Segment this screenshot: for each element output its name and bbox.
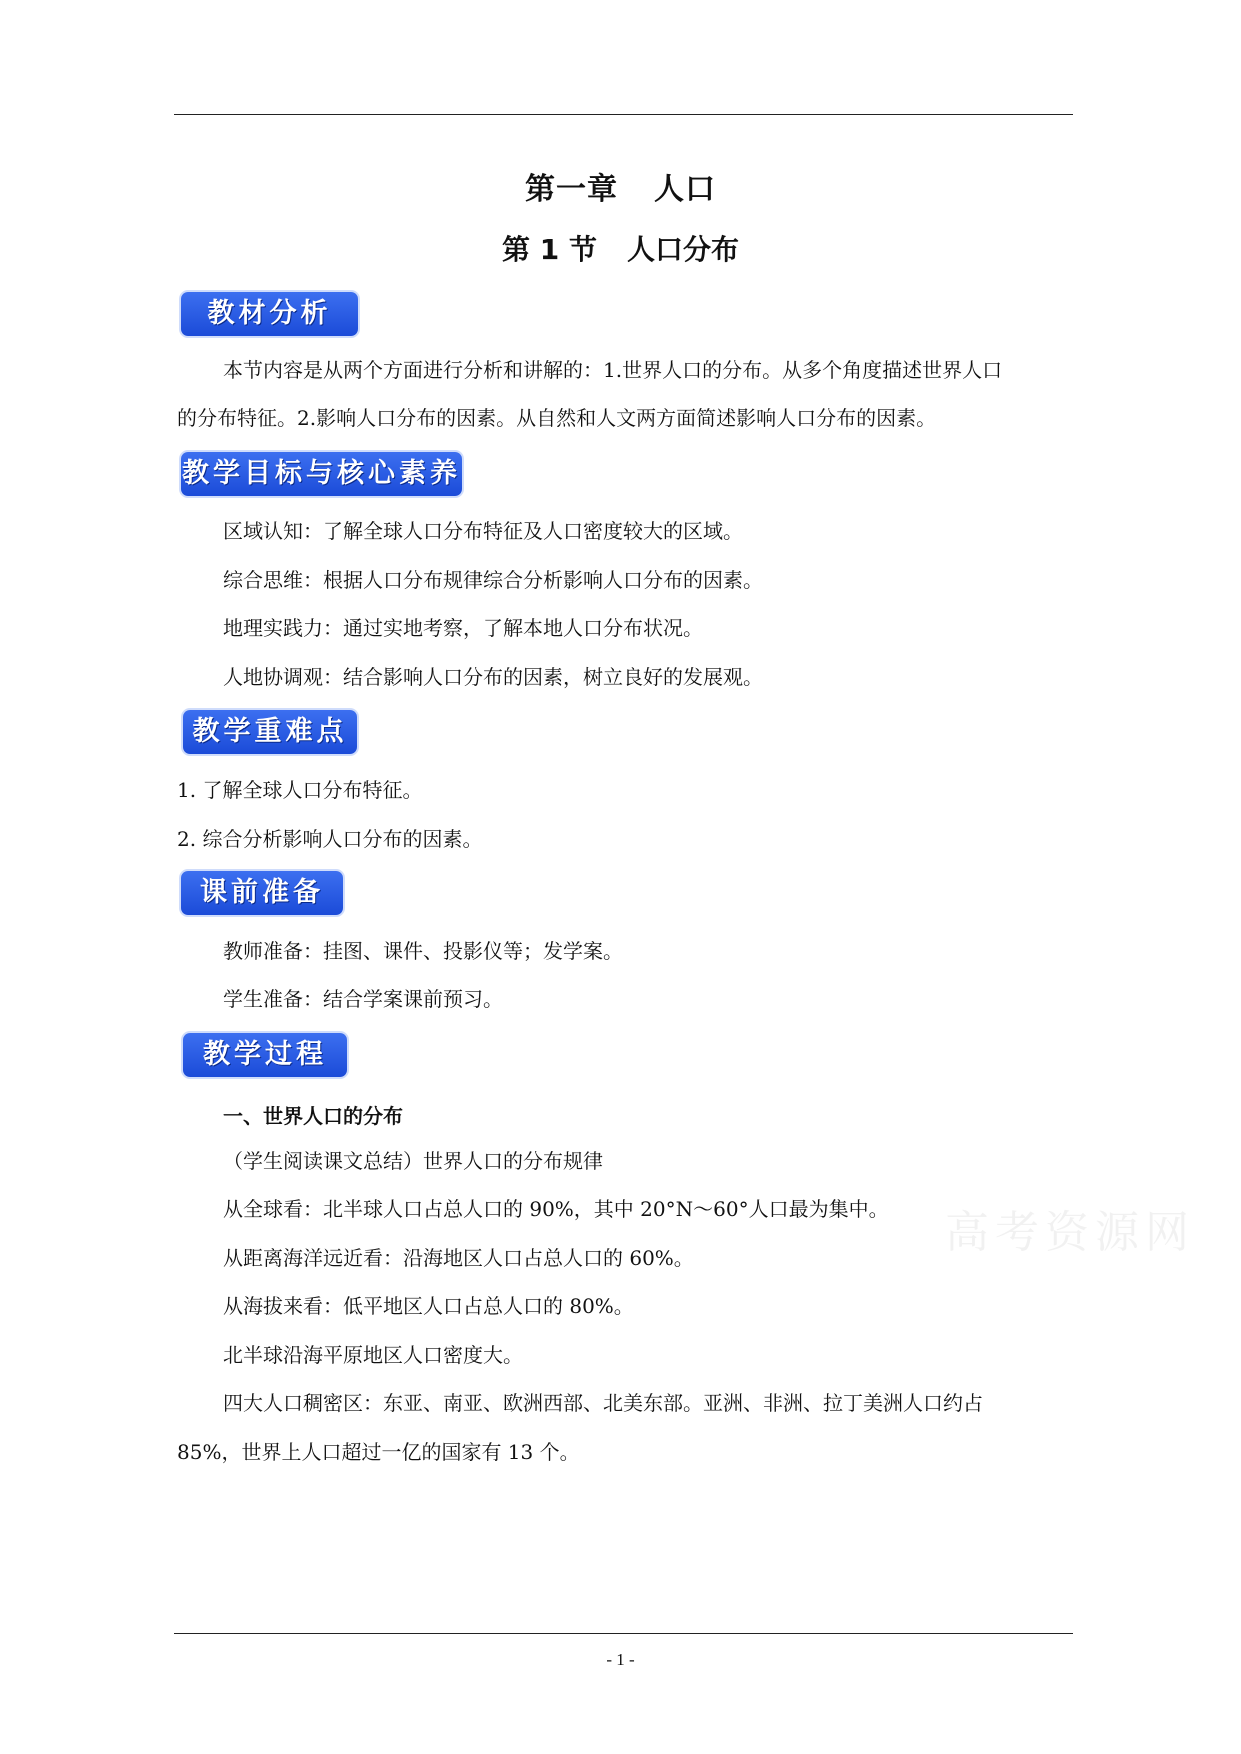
page-number: - 1 - (606, 1650, 635, 1669)
banner-process: 教学过程 (183, 1033, 347, 1077)
header-rule (174, 114, 1073, 115)
footer-rule (174, 1633, 1073, 1634)
watermark: 高考资源网 (945, 1207, 1195, 1258)
goal-integrated-thinking: 综合思维：根据人口分布规律综合分析影响人口分布的因素。 (223, 568, 763, 592)
goal-practice: 地理实践力：通过实地考察，了解本地人口分布状况。 (223, 616, 703, 640)
process-line: 85%，世界上人口超过一亿的国家有 13 个。 (177, 1440, 580, 1464)
process-line: 四大人口稠密区：东亚、南亚、欧洲西部、北美东部。亚洲、非洲、拉丁美洲人口约占 (223, 1391, 983, 1415)
preparation-teacher: 教师准备：挂图、课件、投影仪等；发学案。 (223, 939, 623, 963)
goal-regional-cognition: 区域认知：了解全球人口分布特征及人口密度较大的区域。 (223, 519, 743, 543)
goal-harmony: 人地协调观：结合影响人口分布的因素，树立良好的发展观。 (223, 665, 763, 689)
process-heading: 一、世界人口的分布 (223, 1104, 403, 1128)
banner-goals: 教学目标与核心素养 (181, 452, 462, 496)
process-line: 从距离海洋远近看：沿海地区人口占总人口的 60%。 (223, 1246, 694, 1270)
section-name: 人口分布 (626, 233, 739, 266)
process-line: 从全球看：北半球人口占总人口的 90%，其中 20°N～60°人口最为集中。 (223, 1197, 889, 1221)
key-point-1: 1. 了解全球人口分布特征。 (177, 778, 423, 802)
process-line: 从海拔来看：低平地区人口占总人口的 80%。 (223, 1294, 634, 1318)
chapter-name: 人口 (654, 172, 716, 207)
banner-key-points: 教学重难点 (183, 710, 357, 754)
section-title (0, 228, 1241, 268)
process-line: 北半球沿海平原地区人口密度大。 (223, 1343, 523, 1367)
key-point-2: 2. 综合分析影响人口分布的因素。 (177, 827, 483, 851)
material-analysis-line-2: 的分布特征。2.影响人口分布的因素。从自然和人文两方面简述影响人口分布的因素。 (177, 406, 937, 430)
chapter-number: 第一章 (525, 172, 618, 207)
section-number: 第 1 节 (502, 233, 597, 266)
banner-preparation: 课前准备 (181, 871, 343, 915)
process-line: （学生阅读课文总结）世界人口的分布规律 (223, 1149, 603, 1173)
banner-material-analysis: 教材分析 (181, 292, 358, 336)
chapter-title (0, 164, 1241, 208)
material-analysis-line-1: 本节内容是从两个方面进行分析和讲解的：1.世界人口的分布。从多个角度描述世界人口 (223, 358, 1003, 382)
preparation-student: 学生准备：结合学案课前预习。 (223, 987, 503, 1011)
